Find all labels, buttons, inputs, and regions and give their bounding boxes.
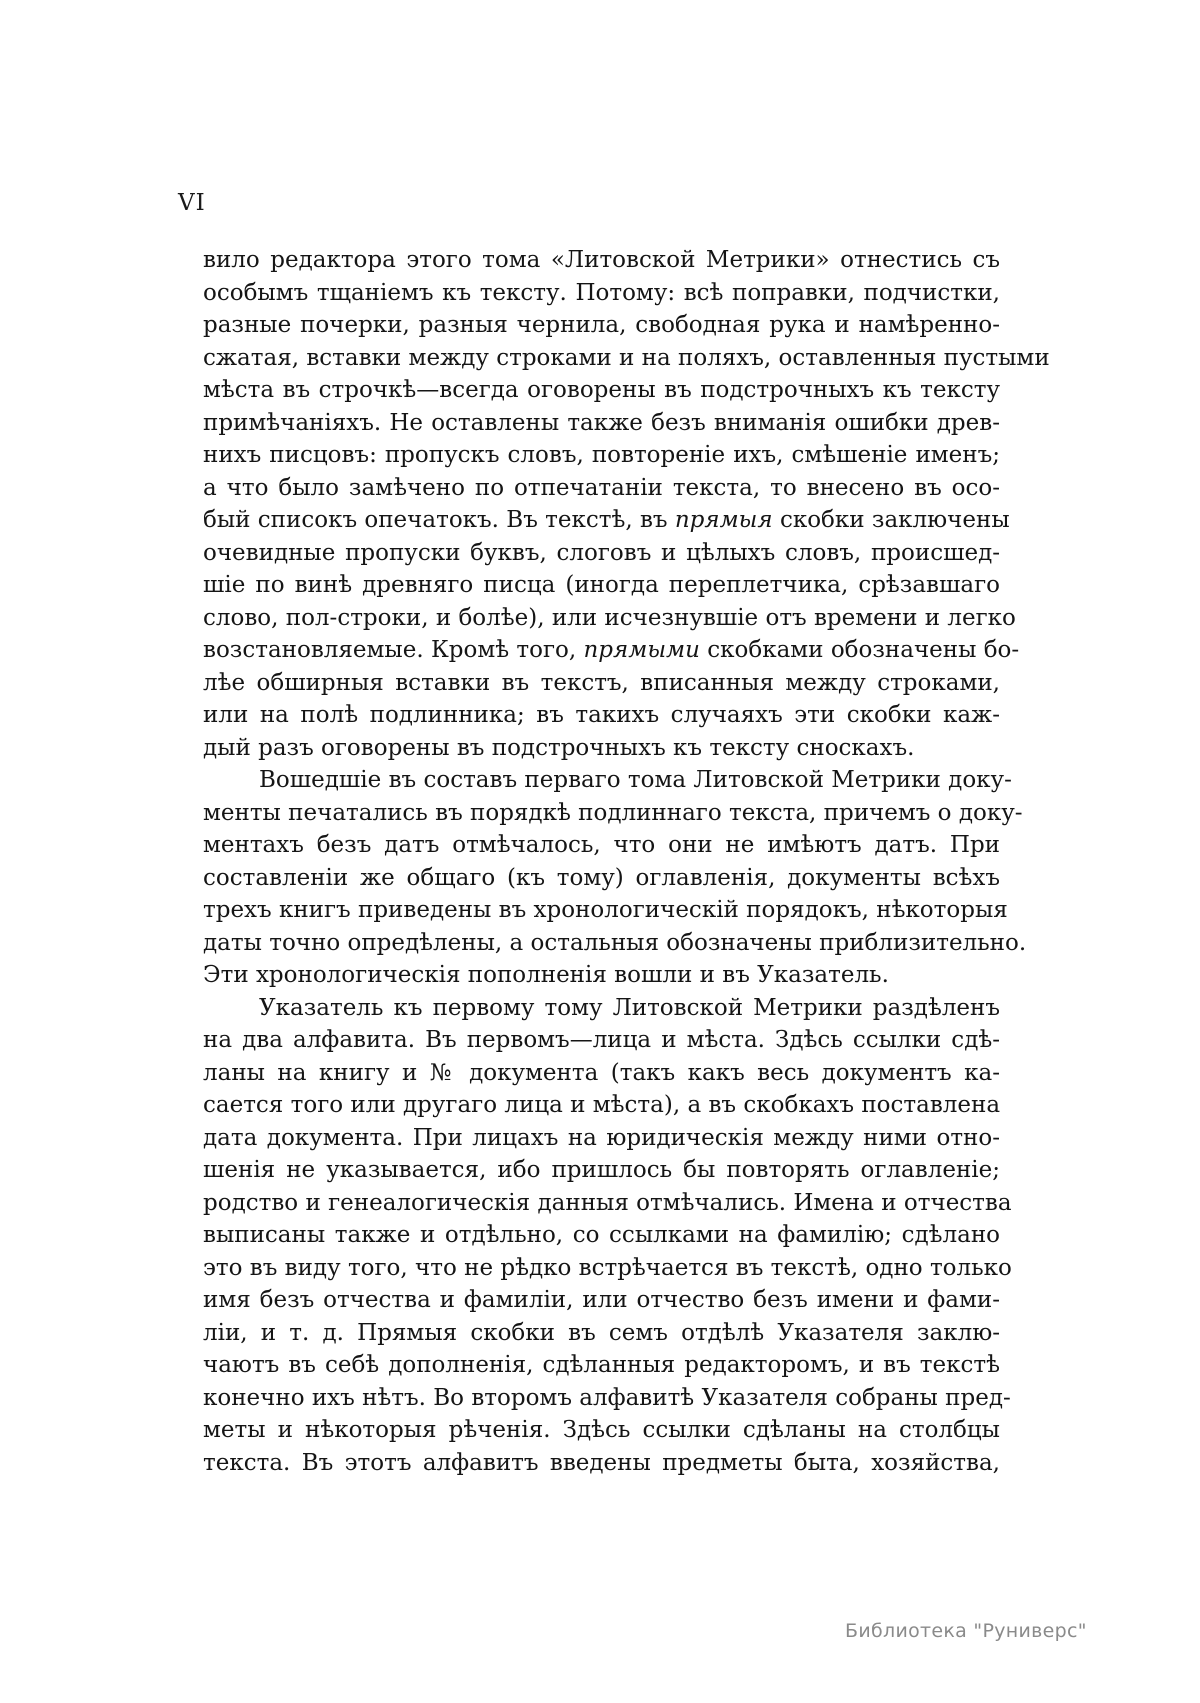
- text-line: текста. Въ этотъ алфавитъ введены предметы быта, хозяйства,: [203, 1449, 1000, 1476]
- text-line: менты печатались въ порядкѣ подлиннаго текста, причемъ о доку-: [203, 799, 1023, 826]
- text-line: Указатель къ первому тому Литовской Метрики раздѣленъ: [259, 994, 1000, 1021]
- text-line: выписаны также и отдѣльно, со ссылками на фамилію; сдѣлано: [203, 1222, 1000, 1248]
- text-line: разные почерки, разныя чернила, свободная рука и намѣренно-: [203, 312, 1000, 338]
- text-column: [203, 244, 1050, 1479]
- text-line: вило редактора этого тома «Литовской Метрики» отнестись съ: [203, 247, 1000, 273]
- text-line: [203, 504, 1010, 537]
- text-segment: скобки заключены: [772, 507, 1010, 533]
- text-line: а что было замѣчено по отпечатаніи текста, то внесено въ осо-: [203, 474, 1000, 501]
- page-number: VI: [178, 190, 206, 216]
- text-segment: бый списокъ опечатокъ. Въ текстѣ, въ: [203, 507, 675, 533]
- text-line: Эти хронологическія пополненія вошли и въ Указатель.: [203, 962, 889, 988]
- paragraph-1: [203, 244, 1050, 764]
- text-line: на два алфавита. Въ первомъ—лица и мѣста. Здѣсь ссылки сдѣ-: [203, 1027, 1000, 1053]
- text-line: ментахъ безъ датъ отмѣчалось, что они не имѣютъ датъ. При: [203, 832, 1000, 858]
- text-line: составленіи же общаго (къ тому) оглавленія, документы всѣхъ: [203, 864, 1000, 891]
- text-line: сжатая, вставки между строками и на поляхъ, оставленныя пустыми: [203, 344, 1050, 371]
- text-line: шіе по винѣ древняго писца (иногда переплетчика, срѣзавшаго: [203, 572, 1000, 598]
- text-line: слово, пол-строки, и болѣе), или исчезнувшіе отъ времени и легко: [203, 604, 1016, 631]
- text-line: особымъ тщаніемъ къ тексту. Потому: всѣ поправки, подчистки,: [203, 279, 1000, 306]
- text-line: сается того или другаго лица и мѣста), а въ скобкахъ поставлена: [203, 1092, 1001, 1118]
- text-line: примѣчаніяхъ. Не оставлены также безъ вниманія ошибки древ-: [203, 409, 1000, 436]
- text-line: очевидные пропуски буквъ, слоговъ и цѣлыхъ словъ, происшед-: [203, 539, 1000, 566]
- text-line: трехъ книгъ приведены въ хронологическій порядокъ, нѣкоторыя: [203, 897, 1008, 923]
- text-line: шенія не указывается, ибо пришлось бы повторять оглавленіе;: [203, 1157, 1000, 1183]
- text-line: нихъ писцовъ: пропускъ словъ, повтореніе ихъ, смѣшеніе именъ;: [203, 442, 1000, 468]
- text-line: ліи, и т. д. Прямыя скобки въ семъ отдѣлѣ Указателя заклю-: [203, 1319, 1000, 1346]
- text-line: дый разъ оговорены въ подстрочныхъ къ тексту сноскахъ.: [203, 734, 915, 761]
- italic-word: прямыми: [583, 637, 700, 663]
- text-line: имя безъ отчества и фамиліи, или отчество безъ имени и фами-: [203, 1287, 1000, 1313]
- text-line: родство и генеалогическія данныя отмѣчались. Имена и отчества: [203, 1189, 1012, 1216]
- text-line: дата документа. При лицахъ на юридическія между ними отно-: [203, 1124, 1000, 1151]
- paragraph-2: [203, 764, 1027, 992]
- text-line: это въ виду того, что не рѣдко встрѣчается въ текстѣ, одно только: [203, 1254, 1012, 1281]
- text-line: Вошедшіе въ составъ перваго тома Литовской Метрики доку-: [259, 767, 1012, 793]
- text-line: чаютъ въ себѣ дополненія, сдѣланныя редакторомъ, и въ текстѣ: [203, 1352, 1000, 1378]
- text-line: конечно ихъ нѣтъ. Во второмъ алфавитѣ Указателя собраны пред-: [203, 1384, 1011, 1411]
- text-line: мѣста въ строчкѣ—всегда оговорены въ подстрочныхъ къ тексту: [203, 377, 1000, 403]
- text-line: [203, 634, 1020, 667]
- text-line: даты точно опредѣлены, а остальныя обозначены приблизительно.: [203, 929, 1027, 956]
- text-line: ланы на книгу и № документа (такъ какъ весь документъ ка-: [203, 1059, 1000, 1086]
- text-line: или на полѣ подлинника; въ такихъ случаяхъ эти скобки каж-: [203, 702, 1000, 728]
- text-segment: возстановляемые. Кромѣ того,: [203, 637, 584, 663]
- text-line: лѣе обширныя вставки въ текстъ, вписанныя между строками,: [203, 669, 1000, 696]
- italic-word: прямыя: [674, 507, 773, 533]
- text-line: меты и нѣкоторыя рѣченія. Здѣсь ссылки сдѣланы на столбцы: [203, 1417, 1000, 1443]
- text-segment: скобками обозначены бо-: [699, 637, 1020, 663]
- library-watermark: Библиотека "Руниверс": [845, 1620, 1087, 1642]
- paragraph-3: [203, 992, 1012, 1480]
